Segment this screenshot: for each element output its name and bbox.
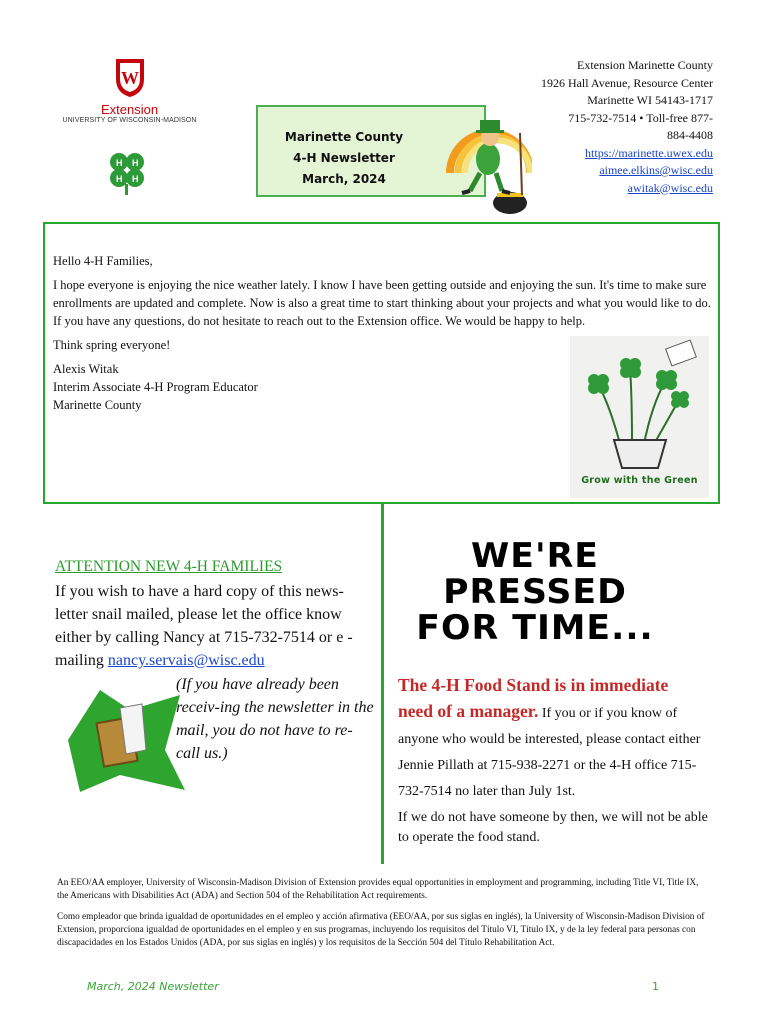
letter-closing: Think spring everyone! — [53, 338, 171, 352]
pressed-for-time-banner — [408, 538, 663, 646]
food-stand-body: If you or if you know of anyone who would be interested, please contact either Jennie Pillath at 715-938-2271 or the 4-H office 715-732-7514 no later than July 1st. — [398, 706, 701, 799]
food-stand-heading: The 4-H Food Stand is in immediate need of a manager. — [398, 675, 669, 721]
contact-phone-cont: 884-4408 — [667, 128, 713, 142]
attention-note: (If you have already been receiv-ing the newsletter in the mail, you do not have to re-call us.) — [176, 676, 374, 762]
svg-text:H: H — [116, 174, 123, 184]
eeo-english: An EEO/AA employer, University of Wisconsin-Madison Division of Extension provides equal opportunities in employment and programming, including Title VI, Title IX, the Americans with Disabilities Act (ADA) and Section 504 of the Rehabilitation Act requirements. — [57, 878, 699, 901]
title-line-county: Marinette County — [284, 130, 404, 144]
email-link-awitak[interactable]: awitak@wisc.edu — [627, 180, 713, 195]
title-line-date: March, 2024 — [302, 172, 386, 186]
signer-county: Marinette County — [53, 398, 142, 412]
mail-clipart-icon — [60, 680, 190, 795]
letter-body: I hope everyone is enjoying the nice weather lately. I know I have been getting outside and enjoying the sun. It's time to make sure enrollments are updated and complete. Now is also a great time to start thinking about your projects and what you would like to do. If you have any questions, do not hesitate to reach out to the Extension office. We would be happy to help. — [53, 278, 711, 328]
newsletter-title — [284, 127, 404, 190]
signer-title: Interim Associate 4-H Program Educator — [53, 380, 258, 394]
website-link[interactable]: https://marinette.uwex.edu — [585, 145, 713, 160]
svg-text:W: W — [120, 68, 139, 88]
contact-info — [513, 57, 713, 197]
svg-text:H: H — [132, 158, 139, 168]
logo-university-text: UNIVERSITY OF WISCONSIN-MADISON — [62, 117, 197, 124]
uw-extension-logo — [62, 55, 197, 124]
uw-crest-icon — [113, 55, 147, 99]
svg-text:H: H — [132, 174, 139, 184]
4h-clover-icon — [104, 148, 150, 196]
svg-text:H: H — [116, 158, 123, 168]
attention-text: If you wish to have a hard copy of this news-letter snail mailed, please let the office know either by calling Nancy at 715-732-7514 or e -mailing — [55, 583, 353, 669]
nancy-email-link[interactable]: nancy.servais@wisc.edu — [107, 652, 265, 669]
contact-address2: Marinette WI 54143-1717 — [587, 93, 713, 107]
eeo-statement — [57, 877, 707, 958]
signer-name: Alexis Witak — [53, 362, 119, 376]
attention-body — [55, 580, 375, 672]
attention-heading: ATTENTION NEW 4-H FAMILIES — [55, 558, 283, 575]
title-line-newsletter: 4-H Newsletter — [293, 151, 395, 165]
clover-pot-icon — [570, 336, 709, 498]
footer-newsletter-date: March, 2024 Newsletter — [87, 980, 219, 993]
food-stand-notice — [398, 672, 703, 802]
banner-line-1: WE'RE — [470, 536, 600, 576]
educator-letter-box — [43, 222, 720, 504]
banner-line-3: FOR TIME... — [416, 608, 654, 648]
page-number: 1 — [652, 980, 659, 993]
column-divider — [381, 504, 384, 864]
food-stand-deadline-note: If we do not have someone by then, we will not be able to operate the food stand. — [398, 810, 708, 845]
banner-line-2: PRESSED — [443, 572, 627, 612]
grow-with-the-green-image — [570, 336, 709, 498]
contact-office: Extension Marinette County — [577, 58, 713, 72]
logo-extension-text: Extension — [100, 102, 159, 117]
contact-address1: 1926 Hall Avenue, Resource Center — [540, 75, 713, 90]
grow-caption: Grow with the Green — [581, 475, 698, 486]
email-link-aimee[interactable]: aimee.elkins@wisc.edu — [599, 163, 713, 177]
contact-phone: 715-732-7514 • Toll-free 877- — [568, 110, 713, 125]
eeo-spanish: Como empleador que brinda igualdad de oportunidades en el empleo y acción afirmativa (EEO/AA, por sus siglas en inglés), la University of Wisconsin-Madison Division of Extension, proporciona igualdad de oportunidades en el empleo y en sus programas, incluyendo los requisitos del Título VI, Título IX, y de la ley federal para personas con discapacidades en los Estados Unidos (ADA, por sus siglas en inglés) y los requisitos de la Sección 504 del Título Rehabilitation Act. — [57, 912, 705, 948]
letter-greeting: Hello 4-H Families, — [53, 254, 153, 268]
